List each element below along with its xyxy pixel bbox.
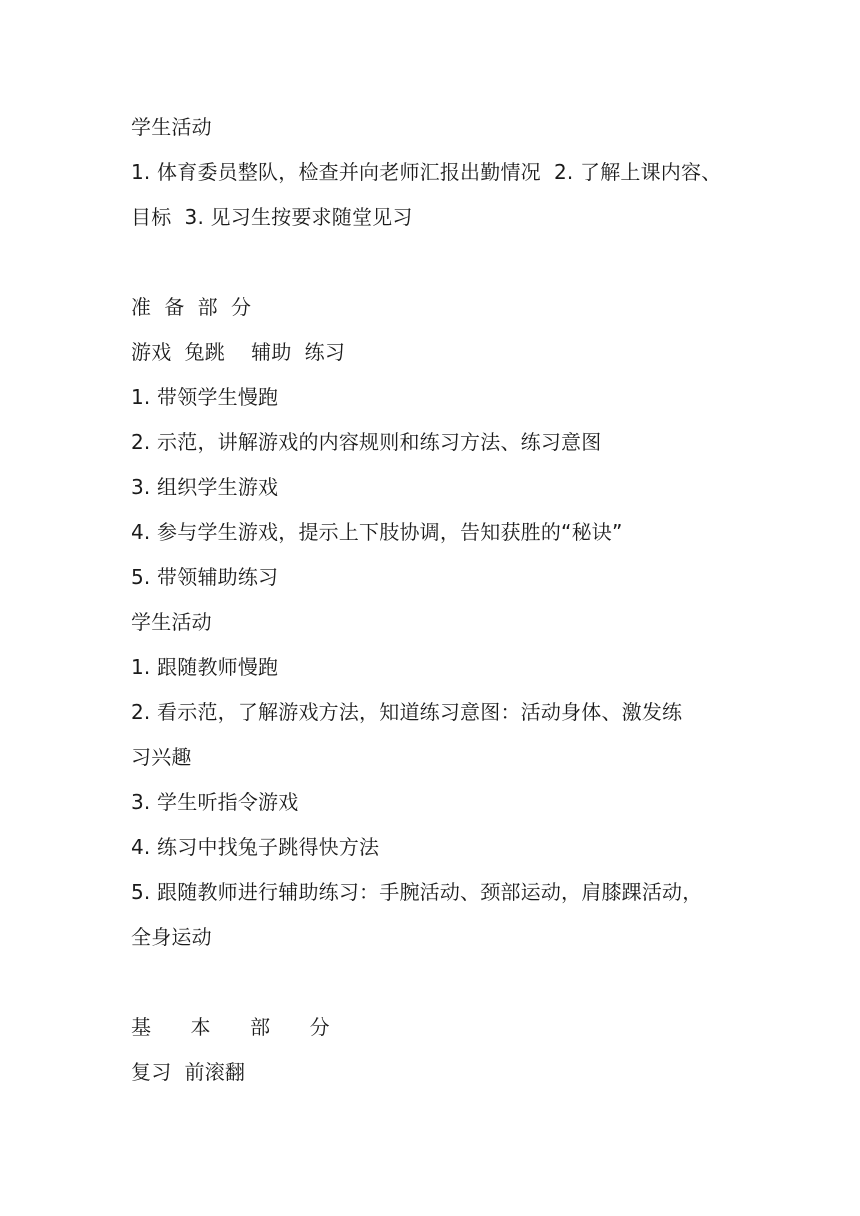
- text-line: 2. 示范，讲解游戏的内容规则和练习方法、练习意图: [131, 430, 602, 454]
- text-line: 2. 看示范，了解游戏方法，知道练习意图：活动身体、激发练: [131, 700, 683, 724]
- student-activity-heading: 学生活动: [131, 115, 212, 139]
- section-heading-basic: 基 本 部 分: [131, 1015, 330, 1039]
- text-line: 4. 参与学生游戏，提示上下肢协调，告知获胜的“秘诀”: [131, 520, 623, 544]
- text-line: 复习 前滚翻: [131, 1060, 246, 1084]
- text-line: 3. 组织学生游戏: [131, 475, 279, 499]
- text-line: 1. 体育委员整队，检查并向老师汇报出勤情况 2. 了解上课内容、: [131, 160, 722, 184]
- text-line: 1. 跟随教师慢跑: [131, 655, 279, 679]
- student-activity-heading: 学生活动: [131, 610, 212, 634]
- text-line: 3. 学生听指令游戏: [131, 790, 299, 814]
- text-line: 1. 带领学生慢跑: [131, 385, 279, 409]
- text-line: 游戏 兔跳 辅助 练习: [131, 340, 346, 364]
- text-line: 5. 带领辅助练习: [131, 565, 279, 589]
- text-line: 全身运动: [131, 925, 212, 949]
- section-heading-preparation: 准 备 部 分: [131, 295, 252, 319]
- text-line: 目标 3. 见习生按要求随堂见习: [131, 205, 413, 229]
- text-line: 习兴趣: [131, 745, 192, 769]
- text-line: 5. 跟随教师进行辅助练习：手腕活动、颈部运动，肩膝踝活动，: [131, 880, 703, 904]
- text-line: 4. 练习中找兔子跳得快方法: [131, 835, 380, 859]
